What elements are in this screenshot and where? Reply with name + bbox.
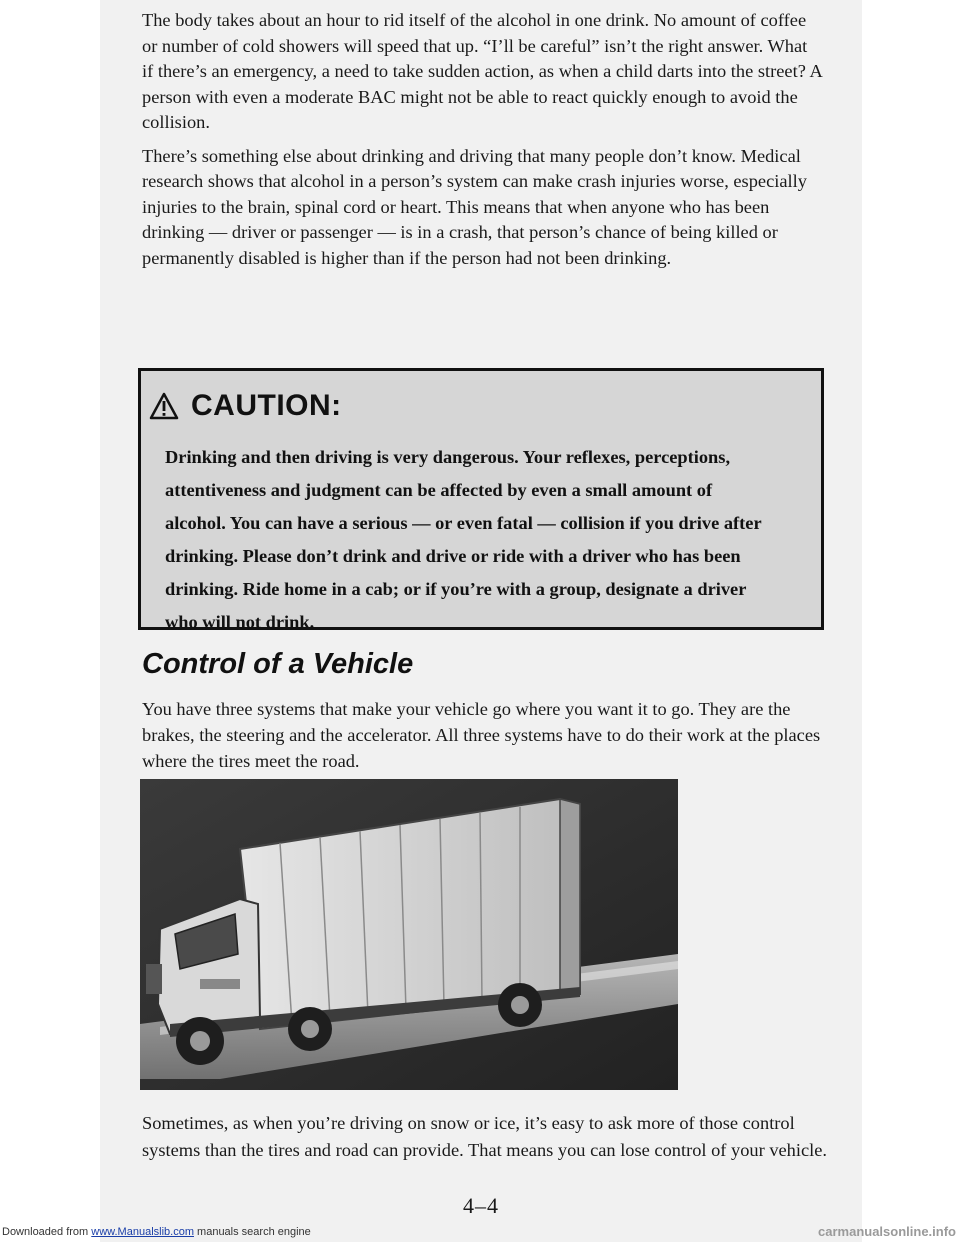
footer-prefix: Downloaded from — [2, 1226, 92, 1238]
box-truck-on-slanted-road-image — [140, 779, 678, 1090]
footer-suffix: manuals search engine — [193, 1226, 311, 1238]
warning-triangle-icon — [149, 392, 179, 420]
paragraph-alcohol-time: The body takes about an hour to rid itself of the alcohol in one drink. No amount of coffee or number of cold showers will speed that up. “I’ll be careful” isn’t the right answer. What if there’s an emergency, a need to take sudden action, as when a child darts into the street? A person with even a moderate BAC might not be able to react quickly enough to avoid the collision. — [142, 10, 822, 132]
section-heading: Control of a Vehicle — [142, 648, 414, 680]
site-watermark: carmanualsonline.info — [818, 1224, 956, 1239]
paragraph-lose-control: Sometimes, as when you’re driving on snow or ice, it’s easy to ask more of those control systems than the tires and road can provide. That means you can lose control of your vehicle. — [142, 1113, 828, 1160]
caution-box — [138, 368, 824, 630]
body-text — [142, 8, 822, 279]
manual-page — [100, 0, 862, 1242]
download-footer — [2, 1226, 311, 1238]
caution-text: Drinking and then driving is very dangerous. Your reflexes, perceptions, attentiveness and judgment can be affected by even a small amount of alcohol. You can have a serious — or even fatal — collision if you drive after drinking. Please don’t drink and drive or ride with a driver who has been drinking. Ride home in a cab; or if you’re with a group, designate a driver who will not drink. — [165, 447, 762, 632]
caution-heading — [149, 389, 342, 423]
page-number: 4–4 — [463, 1193, 499, 1218]
caution-title: CAUTION: — [191, 389, 342, 422]
manualslib-link[interactable]: www.Manualslib.com — [91, 1226, 194, 1238]
paragraph-crash-injuries: There’s something else about drinking and driving that many people don’t know. Medical research shows that alcohol in a person’s system can make crash injuries worse, especially injuries to the brain, spinal cord or heart. This means that when anyone who has been drinking — driver or passenger — is in a crash, that person’s chance of being killed or permanently disabled is higher than if the person had not been drinking. — [142, 145, 807, 268]
section-paragraph: You have three systems that make your vehicle go where you want it to go. They are the brakes, the steering and the accelerator. All three systems have to do their work at the places where the tires meet the road. — [142, 699, 821, 771]
truck-illustration — [140, 779, 678, 1090]
